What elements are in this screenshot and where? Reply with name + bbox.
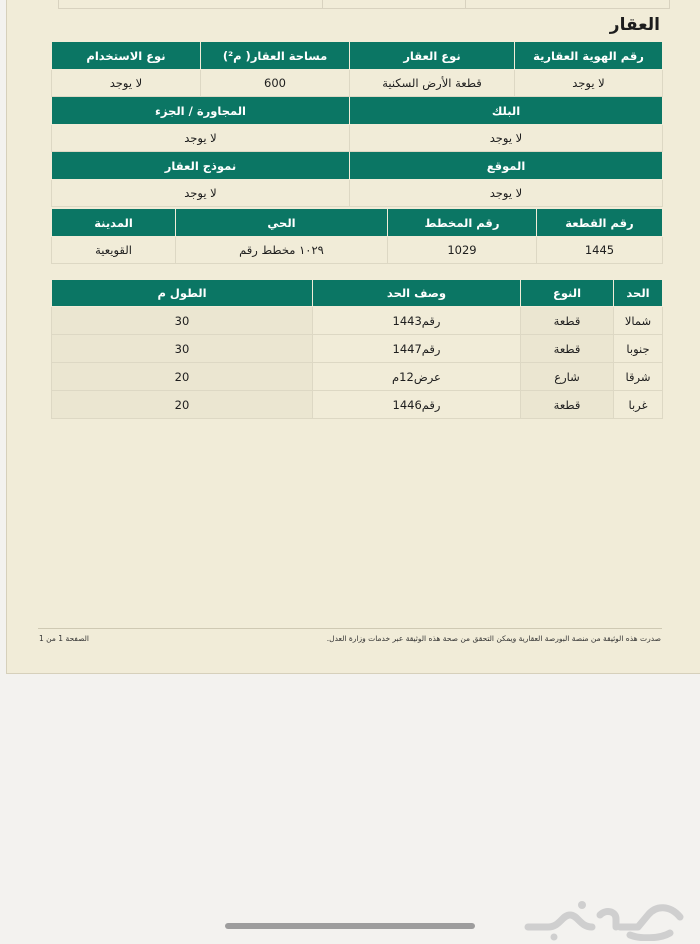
header-boundary-type: النوع (521, 280, 614, 307)
header-location: الموقع (350, 152, 663, 180)
haraj-watermark-logo-icon (520, 897, 690, 941)
header-length: الطول م (52, 280, 313, 307)
header-usage-type: نوع الاستخدام (52, 42, 201, 70)
page-number: الصفحة 1 من 1 (39, 634, 89, 643)
boundary-length: 20 (52, 391, 313, 419)
plot-value-row (52, 237, 663, 264)
boundary-description: عرض12م (313, 363, 521, 391)
boundary-direction: شرقا (614, 363, 663, 391)
value-district: ١٠٢٩ مخطط رقم (176, 237, 388, 264)
property-header-row-3 (52, 152, 663, 180)
boundary-type: قطعة (521, 307, 614, 335)
plot-table (51, 208, 663, 264)
property-value-row-1 (52, 70, 663, 97)
boundary-description: رقم1443 (313, 307, 521, 335)
boundary-type: قطعة (521, 391, 614, 419)
header-boundary: الحد (614, 280, 663, 307)
footer-divider (38, 628, 662, 629)
boundaries-table (51, 279, 663, 419)
property-value-row-2 (52, 125, 663, 152)
footer-note: صدرت هذه الوثيقة من منصة البورصة العقارية ويمكن التحقق من صحة هذه الوثيقة عبر خدمات وزارة العدل. (326, 634, 661, 643)
header-property-id: رقم الهوية العقارية (515, 42, 663, 70)
table-row (52, 363, 663, 391)
header-plan-number: رقم المخطط (388, 209, 537, 237)
table-row (52, 307, 663, 335)
boundary-length: 20 (52, 363, 313, 391)
value-location: لا يوجد (350, 180, 663, 207)
value-block: لا يوجد (350, 125, 663, 152)
plot-header-row (52, 209, 663, 237)
header-property-type: نوع العقار (350, 42, 515, 70)
boundary-description: رقم1447 (313, 335, 521, 363)
value-property-id: لا يوجد (515, 70, 663, 97)
property-header-row-1 (52, 42, 663, 70)
header-city: المدينة (52, 209, 176, 237)
table-row (52, 391, 663, 419)
boundary-direction: غربا (614, 391, 663, 419)
boundary-description: رقم1446 (313, 391, 521, 419)
boundary-length: 30 (52, 335, 313, 363)
value-neighborhood-part: لا يوجد (52, 125, 350, 152)
boundary-length: 30 (52, 307, 313, 335)
property-table (51, 41, 663, 207)
value-property-area: 600 (201, 70, 350, 97)
value-plan-number: 1029 (388, 237, 537, 264)
boundary-direction: شمالا (614, 307, 663, 335)
header-block: البلك (350, 97, 663, 125)
header-plot-number: رقم القطعة (537, 209, 663, 237)
property-header-row-2 (52, 97, 663, 125)
header-neighborhood-part: المجاورة / الجزء (52, 97, 350, 125)
previous-table-edge (58, 0, 670, 9)
boundary-type: شارع (521, 363, 614, 391)
header-district: الحي (176, 209, 388, 237)
header-boundary-description: وصف الحد (313, 280, 521, 307)
table-row (52, 335, 663, 363)
value-plot-number: 1445 (537, 237, 663, 264)
boundary-direction: جنوبا (614, 335, 663, 363)
header-property-area: مساحة العقار( م²) (201, 42, 350, 70)
boundaries-header-row (52, 280, 663, 307)
value-usage-type: لا يوجد (52, 70, 201, 97)
section-title: العقار (609, 15, 660, 35)
value-property-type: قطعة الأرض السكنية (350, 70, 515, 97)
header-property-model: نموذج العقار (52, 152, 350, 180)
value-property-model: لا يوجد (52, 180, 350, 207)
value-city: القويعية (52, 237, 176, 264)
boundary-type: قطعة (521, 335, 614, 363)
property-value-row-3 (52, 180, 663, 207)
home-indicator[interactable] (225, 923, 475, 929)
